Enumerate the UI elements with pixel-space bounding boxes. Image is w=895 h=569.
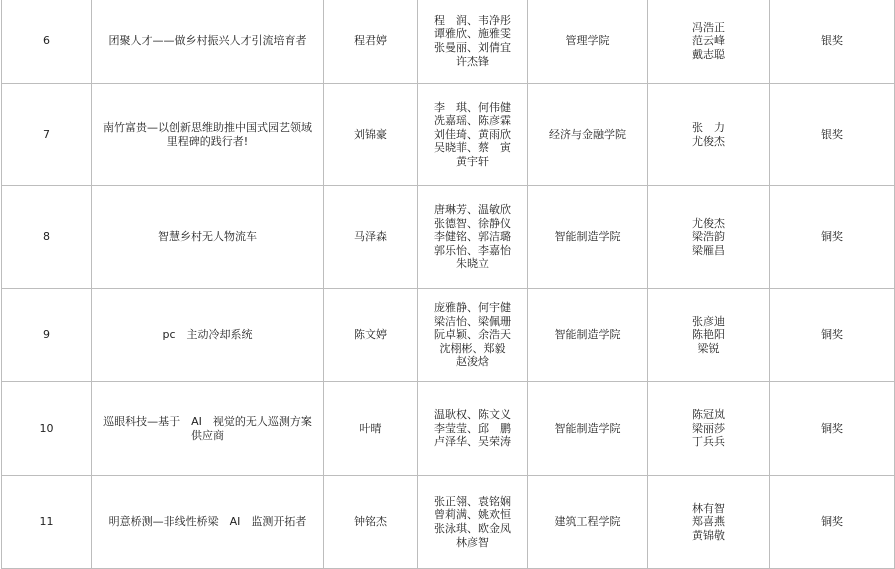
member-line: 吴晓菲、蔡 寅 (434, 141, 511, 155)
team-leader: 程君婷 (324, 0, 418, 84)
table-body (2, 0, 895, 569)
college: 经济与金融学院 (528, 84, 648, 186)
awards-table (1, 0, 895, 569)
advisor-name: 梁锐 (697, 341, 720, 355)
member-line: 冼嘉瑶、陈彦霖 (434, 114, 511, 128)
member-line: 李 琪、何伟健 (434, 100, 511, 114)
member-line: 阮卓颖、余浩天 (434, 328, 511, 342)
table-row (2, 186, 895, 289)
member-line: 温耿权、陈文义 (434, 408, 511, 422)
advisors (648, 186, 770, 289)
table-row (2, 382, 895, 476)
row-number: 6 (2, 0, 92, 84)
advisors (648, 0, 770, 84)
member-line: 唐琳芳、温敏欣 (434, 203, 511, 217)
table-row (2, 289, 895, 382)
team-leader: 马泽森 (324, 186, 418, 289)
member-line: 张德智、徐静仪 (434, 216, 511, 230)
award: 铜奖 (770, 476, 895, 569)
award: 银奖 (770, 0, 895, 84)
member-line: 沈栩彬、郑毅 (439, 341, 506, 355)
team-leader: 刘锦豪 (324, 84, 418, 186)
member-line: 程 润、韦净彤 (434, 13, 511, 27)
award: 银奖 (770, 84, 895, 186)
project-name: 明意桥测—非线性桥梁 AI 监测开拓者 (92, 476, 324, 569)
advisor-name: 丁兵兵 (692, 435, 725, 449)
college: 建筑工程学院 (528, 476, 648, 569)
project-name: pc 主动冷却系统 (92, 289, 324, 382)
members-list (434, 495, 511, 549)
advisor-name: 梁浩韵 (692, 230, 725, 244)
team-leader: 陈文婷 (324, 289, 418, 382)
member-line: 庞雅静、何宇健 (434, 301, 511, 315)
advisor-name: 尤俊杰 (692, 216, 725, 230)
advisor-name: 陈冠岚 (692, 408, 725, 422)
member-line: 许杰锋 (456, 54, 489, 68)
team-leader: 叶晴 (324, 382, 418, 476)
team-members (418, 382, 528, 476)
project-name: 南竹富贵—以创新思维助推中国式园艺领域里程碑的践行者! (92, 84, 324, 186)
row-number: 9 (2, 289, 92, 382)
advisor-name: 林有智 (692, 501, 725, 515)
member-line: 郭乐怡、李嘉怡 (434, 243, 511, 257)
table-row (2, 84, 895, 186)
advisor-name: 郑喜燕 (692, 515, 725, 529)
award: 铜奖 (770, 382, 895, 476)
team-members (418, 84, 528, 186)
college: 管理学院 (528, 0, 648, 84)
row-number: 8 (2, 186, 92, 289)
members-list (434, 203, 511, 271)
advisor-name: 梁丽莎 (692, 421, 725, 435)
members-list (434, 14, 511, 68)
college: 智能制造学院 (528, 289, 648, 382)
college: 智能制造学院 (528, 382, 648, 476)
table-row (2, 476, 895, 569)
members-list (434, 101, 511, 169)
advisor-name: 陈艳阳 (692, 328, 725, 342)
member-line: 张曼丽、刘倩宜 (434, 41, 511, 54)
row-number: 11 (2, 476, 92, 569)
advisor-name: 冯浩正 (692, 20, 725, 34)
project-name: 智慧乡村无人物流车 (92, 186, 324, 289)
project-name: 巡眼科技—基于 AI 视觉的无人巡测方案供应商 (92, 382, 324, 476)
advisor-name: 张 力 (692, 120, 725, 134)
project-name: 团聚人才——做乡村振兴人才引流培育者 (92, 0, 324, 84)
advisor-name: 黄锦敬 (692, 528, 725, 542)
members-list (434, 301, 511, 369)
member-line: 谭雅欣、施雅雯 (434, 27, 511, 41)
advisors (648, 476, 770, 569)
member-line: 赵浚焓 (456, 355, 489, 369)
member-line: 张泳琪、欧金凤 (434, 522, 511, 535)
advisor-name: 张彦迪 (692, 314, 725, 328)
advisor-name: 戴志聪 (692, 47, 725, 61)
member-line: 李健铭、郭洁璐 (434, 230, 511, 244)
team-members (418, 0, 528, 84)
award: 铜奖 (770, 289, 895, 382)
advisors (648, 289, 770, 382)
advisor-name: 梁雁昌 (692, 243, 725, 257)
member-line: 刘佳琦、黄雨欣 (434, 127, 511, 141)
advisor-name: 尤俊杰 (692, 134, 725, 148)
advisors (648, 84, 770, 186)
advisors (648, 382, 770, 476)
member-line: 曾莉满、姚欢恒 (434, 508, 511, 522)
row-number: 10 (2, 382, 92, 476)
team-leader: 钟铭杰 (324, 476, 418, 569)
team-members (418, 289, 528, 382)
member-line: 李莹莹、邱 鹏 (434, 421, 511, 435)
member-line: 林彦智 (456, 535, 489, 549)
member-line: 梁洁怡、梁佩珊 (434, 314, 511, 328)
team-members (418, 186, 528, 289)
member-line: 黄宇轩 (456, 154, 489, 168)
members-list (434, 408, 511, 449)
advisor-name: 范云峰 (692, 34, 725, 48)
member-line: 卢泽华、吴荣涛 (434, 435, 511, 449)
member-line: 朱晓立 (456, 257, 489, 271)
team-members (418, 476, 528, 569)
award: 铜奖 (770, 186, 895, 289)
table-row (2, 0, 895, 84)
member-line: 张正翎、袁铭娴 (434, 494, 511, 508)
row-number: 7 (2, 84, 92, 186)
college: 智能制造学院 (528, 186, 648, 289)
